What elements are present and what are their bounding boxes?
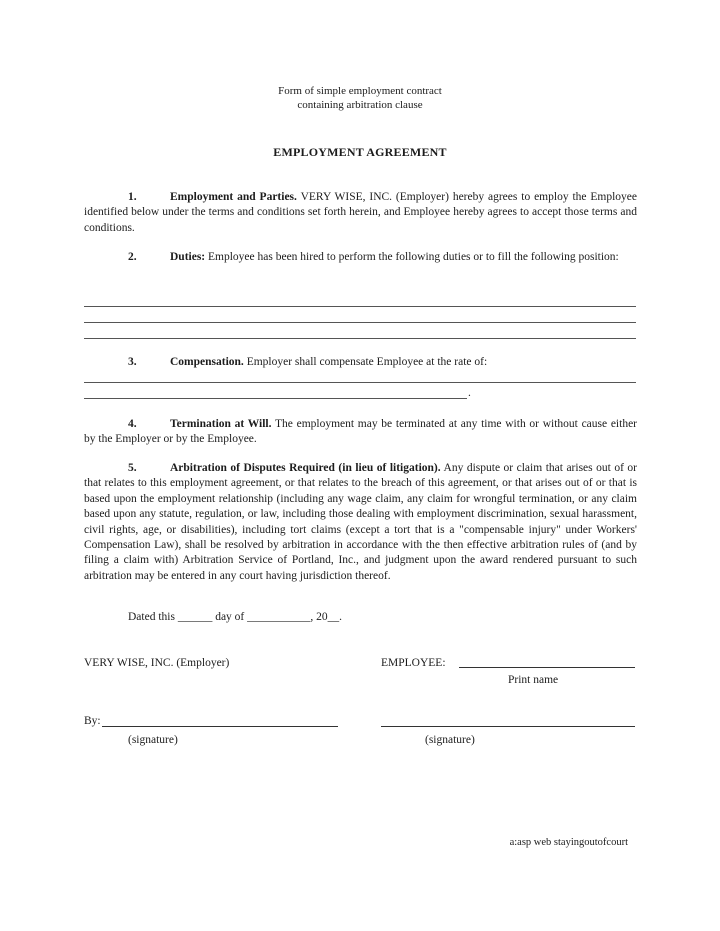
employer-label: VERY WISE, INC. (Employer) — [84, 657, 230, 669]
employee-signature-line — [381, 726, 635, 727]
section-duties — [84, 250, 637, 265]
section-number: 3. — [128, 356, 137, 368]
employee-print-name-line — [459, 667, 635, 668]
section-body: Employer shall compensate Employee at the rate of: — [243, 356, 488, 368]
print-name-caption: Print name — [508, 674, 559, 686]
section-body: The employment may be terminated at any time with or without cause either by the Employer or by the Employee. — [84, 418, 637, 446]
document-header — [0, 84, 720, 112]
header-line-1: Form of simple employment contract — [278, 85, 442, 97]
section-number: 5. — [128, 462, 137, 474]
employee-label: EMPLOYEE: — [381, 657, 446, 669]
section-compensation — [84, 355, 637, 370]
section-arbitration — [84, 461, 637, 584]
compensation-line-end: . — [468, 387, 471, 399]
employer-signature-caption: (signature) — [128, 734, 178, 746]
section-heading: Duties: — [170, 251, 206, 263]
duties-blank-line-3 — [84, 338, 636, 339]
section-body: Employee has been hired to perform the following duties or to fill the following position: — [205, 251, 619, 263]
footer-reference: a:asp web stayingoutofcourt — [509, 837, 628, 848]
section-heading: Termination at Will. — [170, 418, 272, 430]
compensation-blank-line-2 — [84, 398, 467, 399]
section-heading: Employment and Parties. — [170, 191, 297, 203]
section-heading: Arbitration of Disputes Required (in lieu of litigation). — [170, 462, 441, 474]
duties-blank-line-2 — [84, 322, 636, 323]
section-termination — [84, 417, 637, 448]
dated-line: Dated this ______ day of ___________, 20__. — [128, 611, 343, 623]
section-employment-parties — [84, 190, 637, 236]
employer-signature-line — [102, 726, 338, 727]
header-line-2: containing arbitration clause — [297, 99, 423, 111]
section-heading: Compensation. — [170, 356, 244, 368]
section-body: VERY WISE, INC. (Employer) hereby agrees to employ the Employee identified below under the terms and conditions set forth herein, and Employee hereby agrees to accept those terms and conditions. — [84, 191, 637, 234]
section-number: 2. — [128, 251, 137, 263]
compensation-blank-line-1 — [84, 382, 636, 383]
document-title: EMPLOYMENT AGREEMENT — [273, 145, 447, 159]
section-number: 4. — [128, 418, 137, 430]
employee-signature-caption: (signature) — [425, 734, 475, 746]
by-label: By: — [84, 715, 101, 727]
duties-blank-line-1 — [84, 306, 636, 307]
section-number: 1. — [128, 191, 137, 203]
section-body: Any dispute or claim that arises out of or that relates to this employment agreement, or that relates to the breach of this agreement, or that arises out of or that is based upon the employment relationship (including any wage claim, any claim for wrongful termination, or any claim based upon any statute, regulation, or law, including those dealing with employment discrimination, sexual harassment, civil rights, age, or disabilities), including tort claims (except a tort that is a "compensable injury" under Workers' Compensation Law), shall be resolved by arbitration in accordance with the then effective arbitration rules of (and by filing a claim with) Arbitration Service of Portland, Inc., and judgment upon the award rendered pursuant to such arbitration may be entered in any court having jurisdiction thereof. — [84, 462, 637, 582]
